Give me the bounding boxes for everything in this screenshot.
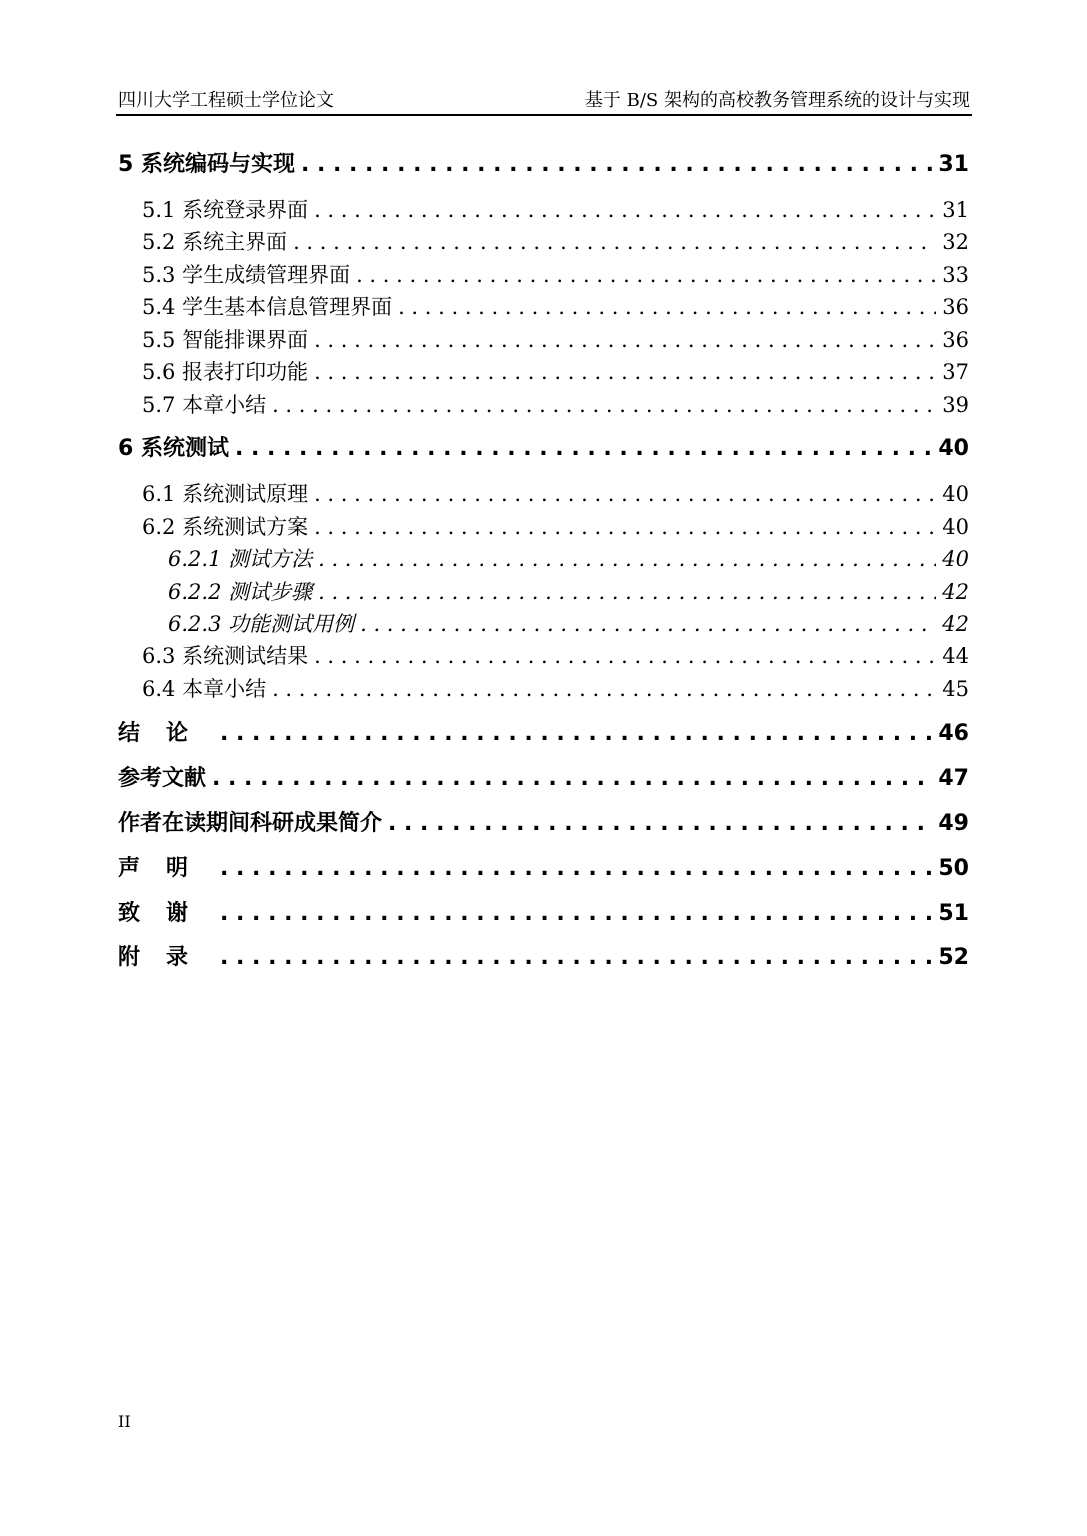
- toc-entry-label: 结论: [118, 721, 215, 746]
- toc-entry-page: 45: [942, 677, 969, 701]
- toc-entry-page: 36: [942, 328, 969, 352]
- toc-entry-label: 6.4 本章小结: [142, 677, 267, 701]
- toc-dot-leader: [220, 719, 932, 749]
- toc-entry-label: 5 系统编码与实现: [118, 152, 295, 177]
- toc-entry-6-3[interactable]: [142, 641, 969, 671]
- toc-entry-appendix[interactable]: [118, 943, 969, 973]
- toc-entry-declaration[interactable]: [118, 854, 969, 884]
- toc-entry-label: 6 系统测试: [118, 436, 229, 461]
- toc-entry-page: 47: [938, 766, 969, 791]
- toc-entry-page: 40: [938, 436, 969, 461]
- toc-entry-5-1[interactable]: [142, 195, 969, 225]
- toc-dot-leader: [272, 674, 936, 704]
- toc-entry-author-research[interactable]: [118, 809, 969, 839]
- toc-entry-page: 52: [938, 945, 969, 970]
- toc-entry-label: 6.2 系统测试方案: [142, 515, 309, 539]
- toc-entry-5-4[interactable]: [142, 292, 969, 322]
- toc-entry-6-4[interactable]: [142, 674, 969, 704]
- toc-dot-leader: [318, 577, 936, 607]
- toc-entry-page: 40: [942, 515, 969, 539]
- toc-dot-leader: [356, 260, 936, 290]
- toc-entry-chapter-6[interactable]: [118, 434, 969, 464]
- toc-dot-leader: [272, 390, 936, 420]
- toc-entry-page: 40: [942, 547, 969, 571]
- toc-entry-label: 声明: [118, 856, 215, 881]
- toc-entry-label: 附录: [118, 945, 215, 970]
- toc-entry-conclusion[interactable]: [118, 719, 969, 749]
- toc-entry-label: 参考文献: [118, 766, 207, 791]
- toc-entry-5-2[interactable]: [142, 227, 969, 257]
- toc-dot-leader: [314, 512, 936, 542]
- toc-entry-5-6[interactable]: [142, 357, 969, 387]
- toc-dot-leader: [318, 544, 936, 574]
- toc-entry-6-2-2[interactable]: [168, 577, 969, 607]
- toc-entry-label: 6.2.1 测试方法: [168, 547, 313, 571]
- toc-entry-page: 49: [938, 811, 969, 836]
- toc-entry-6-2[interactable]: [142, 512, 969, 542]
- toc-dot-leader: [314, 479, 936, 509]
- page-number: II: [118, 1412, 131, 1431]
- toc-dot-leader: [314, 325, 936, 355]
- toc-entry-page: 36: [942, 295, 969, 319]
- toc-entry-page: 31: [942, 198, 969, 222]
- toc-entry-page: 40: [942, 482, 969, 506]
- toc-entry-acknowledgements[interactable]: [118, 899, 969, 929]
- toc-entry-label: 5.4 学生基本信息管理界面: [142, 295, 393, 319]
- toc-entry-references[interactable]: [118, 764, 969, 794]
- toc-dot-leader: [398, 292, 936, 322]
- toc-entry-label: 6.2.3 功能测试用例: [168, 612, 355, 636]
- toc-entry-label: 5.1 系统登录界面: [142, 198, 309, 222]
- toc-entry-page: 46: [938, 721, 969, 746]
- toc-entry-page: 50: [938, 856, 969, 881]
- toc-dot-leader: [220, 899, 932, 929]
- toc-entry-label: 5.3 学生成绩管理界面: [142, 263, 351, 287]
- toc-entry-label: 5.5 智能排课界面: [142, 328, 309, 352]
- toc-dot-leader: [293, 227, 936, 257]
- toc-entry-label: 6.2.2 测试步骤: [168, 580, 313, 604]
- toc-entry-label: 作者在读期间科研成果简介: [118, 811, 383, 836]
- toc-entry-page: 51: [938, 901, 969, 926]
- toc-entry-6-2-3[interactable]: [168, 609, 969, 639]
- toc-dot-leader: [235, 434, 932, 464]
- toc-dot-leader: [314, 641, 936, 671]
- toc-entry-5-3[interactable]: [142, 260, 969, 290]
- toc-entry-6-2-1[interactable]: [168, 544, 969, 574]
- toc-entry-label: 5.7 本章小结: [142, 393, 267, 417]
- toc-entry-page: 33: [942, 263, 969, 287]
- page-header: [116, 88, 972, 116]
- toc-entry-page: 31: [938, 152, 969, 177]
- toc-dot-leader: [301, 150, 932, 180]
- toc-entry-page: 37: [942, 360, 969, 384]
- header-thesis-type: 四川大学工程硕士学位论文: [118, 90, 334, 111]
- toc-dot-leader: [220, 854, 932, 884]
- toc-entry-label: 6.1 系统测试原理: [142, 482, 309, 506]
- toc-entry-label: 5.2 系统主界面: [142, 230, 288, 254]
- toc-entry-chapter-5[interactable]: [118, 150, 969, 180]
- toc-dot-leader: [388, 809, 932, 839]
- toc-entry-page: 42: [942, 612, 969, 636]
- toc-dot-leader: [314, 195, 936, 225]
- toc-dot-leader: [220, 943, 932, 973]
- toc-dot-leader: [314, 357, 936, 387]
- toc-entry-label: 6.3 系统测试结果: [142, 644, 309, 668]
- toc-entry-page: 44: [942, 644, 969, 668]
- header-thesis-title: 基于 B/S 架构的高校教务管理系统的设计与实现: [584, 90, 970, 111]
- toc-entry-label: 5.6 报表打印功能: [142, 360, 309, 384]
- toc-entry-page: 42: [942, 580, 969, 604]
- toc-dot-leader: [212, 764, 932, 794]
- toc-entry-page: 32: [942, 230, 969, 254]
- toc-entry-5-7[interactable]: [142, 390, 969, 420]
- toc-entry-page: 39: [942, 393, 969, 417]
- toc-entry-label: 致谢: [118, 901, 215, 926]
- toc-entry-5-5[interactable]: [142, 325, 969, 355]
- toc-entry-6-1[interactable]: [142, 479, 969, 509]
- toc-dot-leader: [360, 609, 936, 639]
